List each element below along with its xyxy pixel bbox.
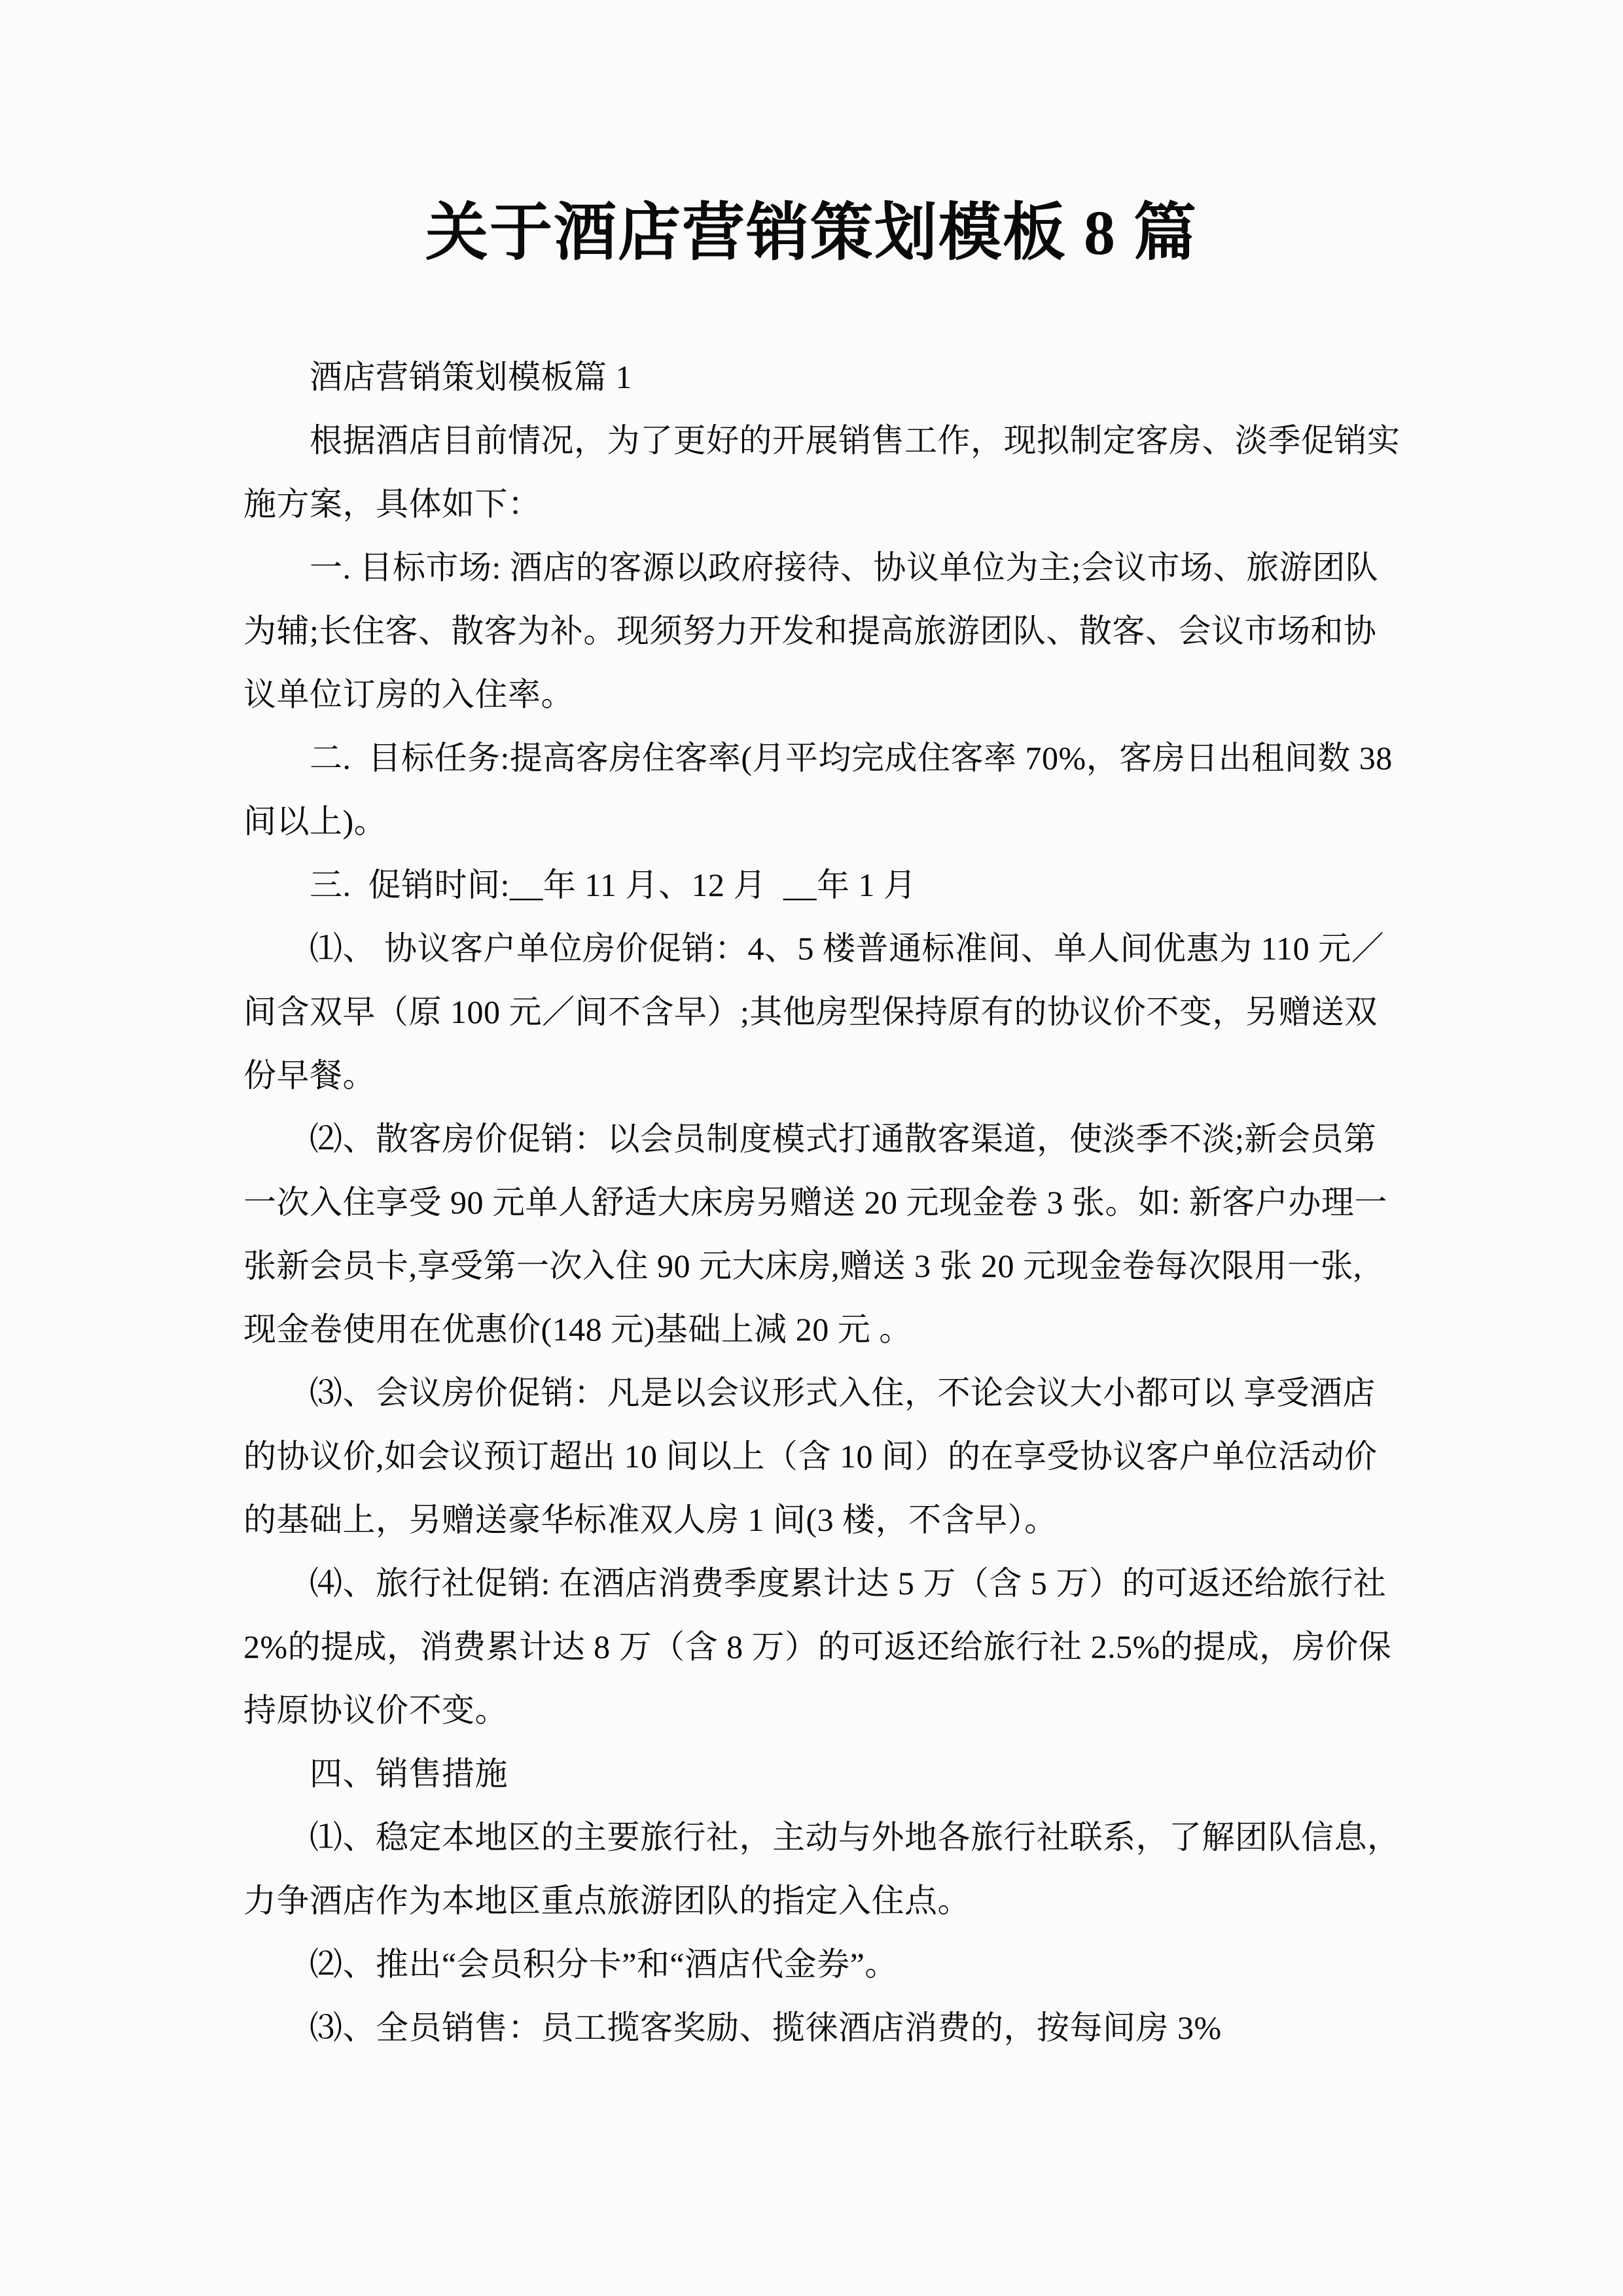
document-title: 关于酒店营销策划模板 8 篇	[425, 198, 1198, 268]
text-line: 二. 目标任务:提高客房住客率(月平均完成住客率 70%，客房日出租间数 38	[310, 740, 1393, 776]
text-line: 张新会员卡,享受第一次入住 90 元大床房,赠送 3 张 20 元现金卷每次限用一张,	[243, 1247, 1362, 1284]
text-line: 施方案，具体如下：	[243, 486, 541, 522]
text-line: 四、销售措施	[310, 1755, 508, 1792]
text-line: 份早餐。	[243, 1057, 376, 1094]
text-line: ⑷、旅行社促销: 在酒店消费季度累计达 5 万（含 5 万）的可返还给旅行社	[310, 1565, 1387, 1602]
text-line: 持原协议价不变。	[243, 1692, 508, 1729]
text-line: 现金卷使用在优惠价(148 元)基础上减 20 元 。	[243, 1311, 912, 1348]
text-line: ⑵、散客房价促销：以会员制度模式打通散客渠道，使淡季不淡;新会员第	[310, 1121, 1377, 1157]
text-line: 酒店营销策划模板篇 1	[310, 359, 632, 395]
text-line: ⑶、会议房价促销：凡是以会议形式入住，不论会议大小都可以 享受酒店	[310, 1374, 1376, 1411]
text-line: 间以上)。	[243, 803, 387, 840]
text-line: ⑵、推出“会员积分卡”和“酒店代金券”。	[310, 1946, 898, 1982]
text-line: ⑴、稳定本地区的主要旅行社，主动与外地各旅行社联系，了解团队信息，	[310, 1819, 1400, 1856]
text-line: 三. 促销时间:__年 11 月、12 月 __年 1 月	[310, 867, 917, 903]
text-line: ⑶、全员销售：员工揽客奖励、揽徕酒店消费的，按每间房 3%	[310, 2009, 1222, 2046]
text-line: 的协议价,如会议预订超出 10 间以上（含 10 间）的在享受协议客户单位活动价	[243, 1438, 1378, 1475]
text-line: 议单位订房的入住率。	[243, 676, 574, 713]
text-line: 根据酒店目前情况，为了更好的开展销售工作，现拟制定客房、淡季促销实	[310, 422, 1400, 459]
text-line: 为辅;长住客、散客为补。现须努力开发和提高旅游团队、散客、会议市场和协	[243, 613, 1377, 649]
text-line: 的基础上，另赠送豪华标准双人房 1 间(3 楼，不含早）。	[243, 1501, 1058, 1538]
document-body	[243, 346, 1400, 2060]
text-line: 一. 目标市场: 酒店的客源以政府接待、协议单位为主;会议市场、旅游团队	[310, 549, 1379, 586]
text-line: 2%的提成，消费累计达 8 万（含 8 万）的可返还给旅行社 2.5%的提成，房价保	[243, 1628, 1392, 1665]
text-line: ⑴、 协议客户单位房价促销：4、5 楼普通标准间、单人间优惠为 110 元／	[310, 930, 1385, 967]
text-line: 一次入住享受 90 元单人舒适大床房另赠送 20 元现金卷 3 张。如: 新客户办理一	[243, 1184, 1387, 1221]
text-line: 力争酒店作为本地区重点旅游团队的指定入住点。	[243, 1882, 971, 1919]
text-line: 间含双早（原 100 元／间不含早）;其他房型保持原有的协议价不变，另赠送双	[243, 994, 1378, 1030]
